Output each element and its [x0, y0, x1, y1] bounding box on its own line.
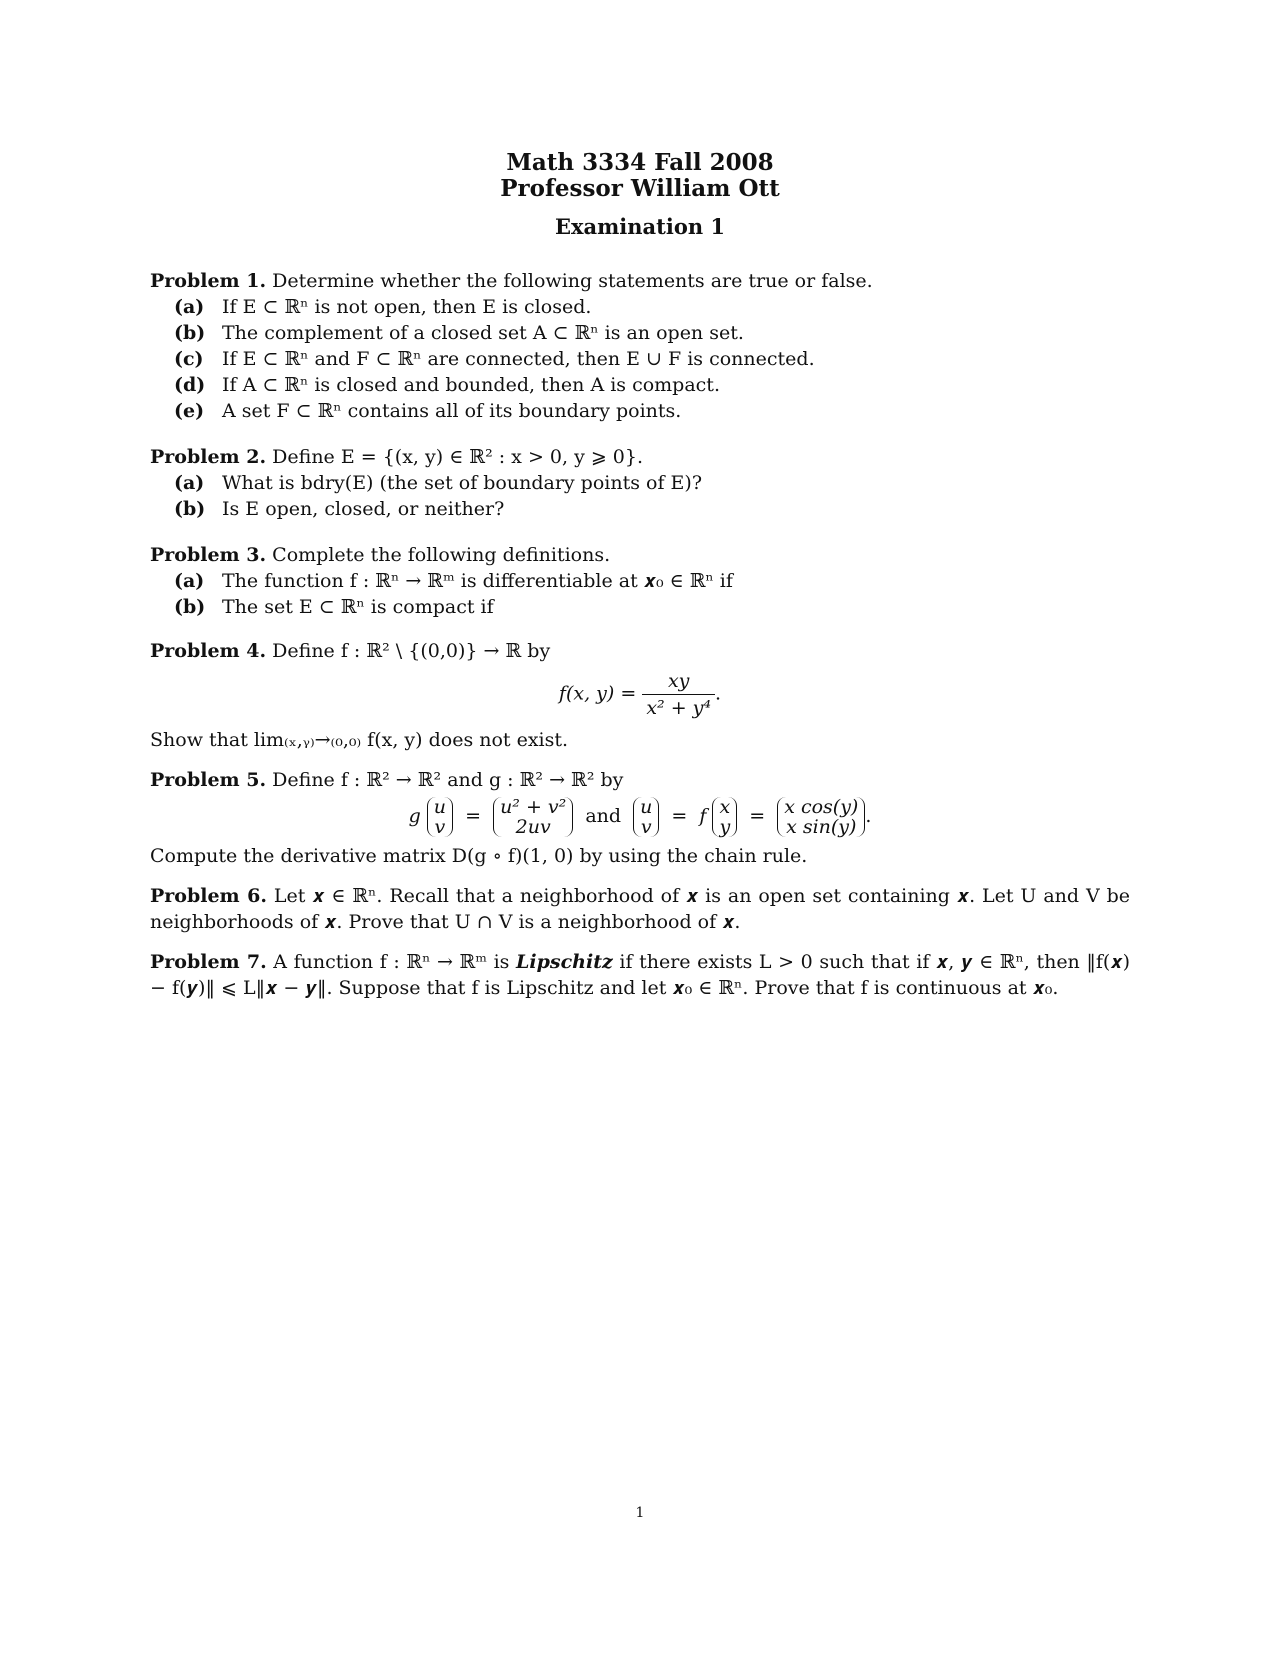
problem-text-after: if there exists L > 0 such that if 𝒙, 𝒚 ∈ ℝⁿ, then ‖f(𝒙) − f(𝒚)‖ ⩽ L‖𝒙 − 𝒚‖. Suppose that f is Lipschitz and let 𝒙₀ ∈ ℝⁿ. Prove that f is continuous at 𝒙₀.: [150, 951, 1130, 999]
problem-item: [174, 346, 1130, 372]
problem-item: [174, 294, 1130, 320]
problem-6: [150, 883, 1130, 935]
professor-name: Professor William Ott: [500, 175, 780, 202]
problem-2: [150, 444, 1130, 522]
display-equation: [150, 797, 1130, 837]
item-label: (c): [174, 348, 204, 370]
problem-items: [174, 470, 1130, 522]
problem-text: Define E = {(x, y) ∈ ℝ² : x > 0, y ⩾ 0}.: [272, 446, 644, 468]
problem-item: [174, 594, 1130, 620]
vector-entry: u² + v²: [500, 796, 567, 818]
problem-text: Define f : ℝ² \ {(0,0)} → ℝ by: [272, 640, 551, 662]
and-word: and: [585, 805, 622, 827]
vector-uv: [427, 797, 453, 837]
problem-followup: Show that lim₍ₓ,ᵧ₎→₍₀,₀₎ f(x, y) does not exist.: [150, 729, 569, 751]
function-f: f: [699, 805, 707, 827]
equals-sign: =: [465, 805, 482, 827]
problem-label: Problem 6.: [150, 885, 267, 907]
problem-4: [150, 638, 1130, 753]
problem-1: [150, 268, 1130, 424]
display-equation: [150, 668, 1130, 721]
item-text: Is E open, closed, or neither?: [222, 498, 505, 520]
equation-end: .: [865, 805, 872, 827]
item-label: (b): [174, 596, 206, 618]
item-text: If E ⊂ ℝⁿ is not open, then E is closed.: [222, 296, 592, 318]
item-label: (e): [174, 400, 205, 422]
problem-item: [174, 568, 1130, 594]
problem-5: [150, 767, 1130, 869]
item-label: (a): [174, 296, 205, 318]
problem-items: [174, 568, 1130, 620]
vector-entry: x: [719, 796, 731, 818]
vector-entry: u: [640, 796, 653, 818]
problem-items: [174, 294, 1130, 424]
problem-item: [174, 398, 1130, 424]
equation-lhs: f(x, y) =: [558, 682, 637, 705]
problem-label: Problem 1.: [150, 270, 267, 292]
item-label: (b): [174, 498, 206, 520]
fraction-denominator: x² + y⁴: [646, 697, 712, 719]
fraction: [642, 668, 715, 721]
item-label: (a): [174, 472, 205, 494]
vector-f-output: [777, 797, 865, 837]
item-label: (d): [174, 374, 206, 396]
item-text: If E ⊂ ℝⁿ and F ⊂ ℝⁿ are connected, then E ∪ F is connected.: [222, 348, 815, 370]
vector-entry: x cos(y): [784, 796, 859, 818]
fraction-numerator: xy: [642, 668, 715, 695]
problem-text: Let 𝒙 ∈ ℝⁿ. Recall that a neighborhood of 𝒙 is an open set containing 𝒙. Let U and V be neighborhoods of 𝒙. Prove that U ∩ V is a neighborhood of 𝒙.: [150, 885, 1130, 933]
vector-entry: y: [719, 816, 731, 838]
problem-text-before: A function f : ℝⁿ → ℝᵐ is: [273, 951, 510, 973]
vector-entry: 2uv: [515, 816, 551, 838]
item-text: A set F ⊂ ℝⁿ contains all of its boundary points.: [222, 400, 682, 422]
vector-xy: [712, 797, 737, 837]
exam-title: Examination 1: [554, 214, 726, 239]
equation-end: .: [715, 682, 722, 705]
problem-text: Define f : ℝ² → ℝ² and g : ℝ² → ℝ² by: [272, 769, 624, 791]
item-text: The function f : ℝⁿ → ℝᵐ is differentiable at 𝒙₀ ∈ ℝⁿ if: [222, 570, 733, 592]
problem-label: Problem 7.: [150, 951, 267, 973]
exam-header: [150, 150, 1130, 240]
vector-entry: u: [433, 796, 447, 818]
problem-followup: Compute the derivative matrix D(g ∘ f)(1, 0) by using the chain rule.: [150, 845, 808, 867]
lipschitz-term: Lipschitz: [516, 951, 613, 973]
problem-3: [150, 542, 1130, 620]
vector-uv: [633, 797, 659, 837]
function-g: g: [408, 805, 421, 827]
item-label: (b): [174, 322, 206, 344]
problem-label: Problem 3.: [150, 544, 267, 566]
problem-label: Problem 5.: [150, 769, 267, 791]
vector-entry: x sin(y): [786, 816, 857, 838]
equals-sign: =: [749, 805, 766, 827]
problem-item: [174, 496, 1130, 522]
item-label: (a): [174, 570, 205, 592]
exam-page: [150, 150, 1130, 1001]
problem-7: [150, 949, 1130, 1001]
item-text: What is bdry(E) (the set of boundary points of E)?: [222, 472, 703, 494]
problem-label: Problem 4.: [150, 640, 267, 662]
problem-item: [174, 320, 1130, 346]
item-text: The complement of a closed set A ⊂ ℝⁿ is an open set.: [222, 322, 744, 344]
item-text: If A ⊂ ℝⁿ is closed and bounded, then A is compact.: [222, 374, 720, 396]
problem-label: Problem 2.: [150, 446, 267, 468]
course-title: Math 3334 Fall 2008: [506, 149, 774, 176]
page-number: 1: [635, 1505, 645, 1521]
equals-sign: =: [671, 805, 688, 827]
problem-text: Determine whether the following statements are true or false.: [272, 270, 873, 292]
vector-entry: v: [640, 816, 652, 838]
problem-text: Complete the following definitions.: [272, 544, 611, 566]
problem-item: [174, 470, 1130, 496]
problem-item: [174, 372, 1130, 398]
vector-entry: v: [434, 816, 446, 838]
vector-g-output: [493, 797, 573, 837]
item-text: The set E ⊂ ℝⁿ is compact if: [222, 596, 494, 618]
